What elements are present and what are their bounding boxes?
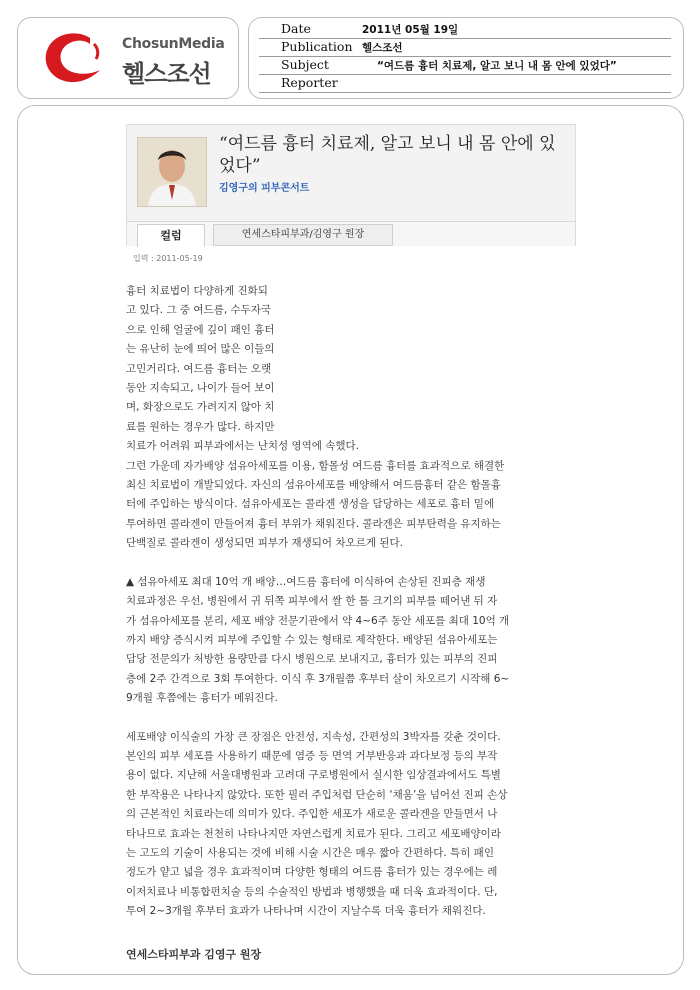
article-header xyxy=(126,124,576,246)
body-line: 층에 2주 간격으로 3회 투여한다. 이식 후 3개월쯤 후부터 살이 차오르기 시작해 6~ xyxy=(126,672,510,685)
body-line: 9개월 후쯤에는 흉터가 메워진다. xyxy=(126,692,278,705)
article-body xyxy=(126,282,576,922)
section-heading: ▲ 섬유아세포 최대 10억 개 배양…여드름 흉터에 이식하여 손상된 진피층 재생 xyxy=(126,575,486,588)
author-signature: 연세스타피부과 김영구 원장 xyxy=(126,948,262,961)
intro-line: 흉터 치료법이 다양하게 진화되 xyxy=(126,285,268,297)
intro-line: 며, 화장으로도 가려지지 않아 치 xyxy=(126,401,275,414)
author-photo xyxy=(137,137,207,207)
body-line: 담당 전문의가 처방한 용량만큼 다시 병원으로 보내지고, 흉터가 있는 피부의 진피 xyxy=(126,653,498,666)
body-line: 투여 2~3개월 후부터 효과가 나타나며 시간이 지날수록 더욱 흉터가 채워진다. xyxy=(126,905,486,918)
meta-row-subject xyxy=(259,57,671,75)
meta-label: Reporter xyxy=(281,75,338,90)
author-portrait-icon xyxy=(138,138,206,206)
publish-date: 입력 : 2011-05-19 xyxy=(133,254,203,263)
column-name-link[interactable]: 김영구의 피부콘서트 xyxy=(219,183,310,194)
body-line: 세포배양 이식술의 가장 큰 장점은 안전성, 지속성, 간편성의 3박자를 갖춘 것이다. xyxy=(126,730,501,743)
brand-korean: 헬스조선 xyxy=(122,60,211,88)
body-line: 는 고도의 기술이 사용되는 것에 비해 시술 시간은 매우 짧아 간편하다. 특히 패인 xyxy=(126,846,494,859)
body-line: 가 섬유아세포를 분리, 세포 배양 전문기관에서 약 4~6주 동안 세포를 최대 10억 개 xyxy=(126,614,510,627)
meta-label: Publication xyxy=(281,39,353,54)
intro-line: 료를 원하는 경우가 많다. 하지만 xyxy=(126,420,275,433)
tab-bar xyxy=(127,221,575,246)
intro-line: 동안 지속되고, 나이가 들어 보이 xyxy=(126,382,275,395)
meta-panel xyxy=(248,17,684,99)
body-line: 정도가 얕고 넓을 경우 효과적이며 다양한 형태의 여드름 흉터가 있는 경우에는 레 xyxy=(126,866,498,879)
body-line: 한 부작용은 나타나지 않았다. 또한 필러 주입처럼 단순히 ‘채움’을 넘어선 진피 손상 xyxy=(126,788,508,801)
body-line: 투여하면 콜라겐이 만들어져 흉터 부위가 채워진다. 콜라겐은 피부탄력을 유지하는 xyxy=(126,517,501,530)
meta-value: 2011년 05월 19일 xyxy=(362,24,459,36)
article-title: “여드름 흉터 치료제, 알고 보니 내 몸 안에 있었다” xyxy=(219,134,556,176)
body-line: 본인의 피부 세포를 사용하기 때문에 염증 등 면역 거부반응과 과다보정 등의 부작 xyxy=(126,749,498,762)
intro-line: 고민거리다. 여드름 흉터는 오랫 xyxy=(126,362,272,375)
chosun-logo-icon xyxy=(38,30,108,86)
body-line: 의 근본적인 치료라는데 의미가 있다. 주입한 세포가 새로운 콜라겐을 만들면서 나 xyxy=(126,808,498,821)
paragraph-gap xyxy=(126,554,576,573)
tab-column[interactable]: 컬럼 xyxy=(137,224,205,247)
intro-line: 고 있다. 그 중 여드름, 수두자국 xyxy=(126,304,272,317)
meta-value: “여드름 흉터 치료제, 알고 보니 내 몸 안에 있었다” xyxy=(377,60,617,72)
paragraph-gap xyxy=(126,709,576,728)
meta-label: Date xyxy=(281,21,311,36)
meta-label: Subject xyxy=(281,57,329,72)
body-line: 그런 가운데 자가배양 섬유아세포를 이용, 함몰성 여드름 흉터를 효과적으로 해결한 xyxy=(126,459,505,472)
body-line: 최신 치료법이 개발되었다. 자신의 섬유아세포를 배양해서 여드름흉터 같은 함몰흉 xyxy=(126,479,501,492)
body-line: 터에 주입하는 방식이다. 섬유아세포는 콜라겐 생성을 담당하는 세포로 흉터 밑에 xyxy=(126,498,495,511)
logo-panel xyxy=(17,17,239,99)
meta-value: 헬스조선 xyxy=(362,42,403,54)
body-line: 단백질로 콜라겐이 생성되면 피부가 재생되어 차오르게 된다. xyxy=(126,537,403,550)
intro-line: 는 유난히 눈에 띄어 많은 이들의 xyxy=(126,343,275,356)
tab-author[interactable]: 연세스타피부과/김영구 원장 xyxy=(213,224,393,246)
intro-line: 으로 인해 얼굴에 깊이 패인 흉터 xyxy=(126,323,275,336)
body-line: 까지 배양 증식시켜 피부에 주입할 수 있는 형태로 제작한다. 배양된 섬유아세포는 xyxy=(126,633,498,646)
body-line: 타나므로 효과는 천천히 나타나지만 자연스럽게 치료가 된다. 그리고 세포배양이라 xyxy=(126,827,501,840)
brand-english: ChosunMedia xyxy=(122,36,225,52)
body-line: 치료가 어려워 피부과에서는 난치성 영역에 속했다. xyxy=(126,440,360,453)
body-line: 이저치료나 비통합펀치술 등의 수술적인 방법과 병행했을 때 더욱 효과적이다. 단, xyxy=(126,885,498,898)
body-line: 용이 없다. 지난해 서울대병원과 고려대 구로병원에서 실시한 임상결과에서도 특별 xyxy=(126,769,501,782)
body-line: 치료과정은 우선, 병원에서 귀 뒤쪽 피부에서 쌀 한 톨 크기의 피부를 떼어낸 뒤 자 xyxy=(126,595,498,608)
meta-row-publication xyxy=(259,39,671,57)
meta-row-date xyxy=(259,21,671,39)
meta-row-reporter xyxy=(259,75,671,93)
